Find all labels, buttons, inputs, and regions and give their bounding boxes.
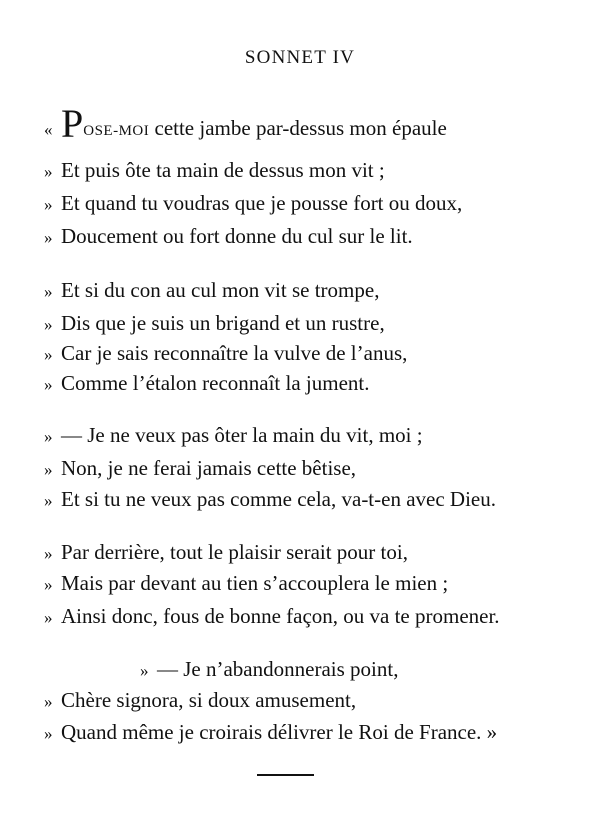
verse-text: Quand même je croirais délivrer le Roi de France. » xyxy=(61,720,498,744)
verse-text: Chère signora, si doux amusement, xyxy=(61,688,357,712)
verse-line xyxy=(44,373,370,394)
quote-mark: » xyxy=(44,544,53,563)
quote-mark: » xyxy=(44,345,53,364)
verse-line xyxy=(44,226,413,247)
verse-line xyxy=(44,280,379,301)
verse-text: Dis que je suis un brigand et un rustre, xyxy=(61,311,385,335)
quote-mark: » xyxy=(44,427,53,446)
verse-text: cette jambe par-dessus mon épaule xyxy=(149,116,447,140)
verse-line xyxy=(44,690,356,711)
verse-line xyxy=(44,458,356,479)
verse-line xyxy=(44,606,500,627)
quote-mark: » xyxy=(44,228,53,247)
page-title: SONNET IV xyxy=(244,47,356,68)
verse-text: Et quand tu voudras que je pousse fort ou doux, xyxy=(61,191,463,215)
verse-text: Et puis ôte ta main de dessus mon vit ; xyxy=(61,158,385,182)
drop-capital: P xyxy=(61,101,84,146)
quote-mark: « xyxy=(44,120,53,139)
quote-mark: » xyxy=(140,661,149,680)
verse-text: Par derrière, tout le plaisir serait pour toi, xyxy=(61,540,408,564)
verse-text: Comme l’étalon reconnaît la jument. xyxy=(61,371,370,395)
verse-line xyxy=(44,193,462,214)
verse-text: — Je ne veux pas ôter la main du vit, moi ; xyxy=(61,423,423,447)
small-caps-text: OSE-MOI xyxy=(83,123,150,139)
verse-line xyxy=(44,343,407,364)
verse-text: Ainsi donc, fous de bonne façon, ou va te promener. xyxy=(61,604,500,628)
end-rule-divider xyxy=(257,774,314,776)
quote-mark: » xyxy=(44,282,53,301)
verse-text: Car je sais reconnaître la vulve de l’anus, xyxy=(61,341,408,365)
verse-line xyxy=(44,160,385,181)
quote-mark: » xyxy=(44,162,53,181)
quote-mark: » xyxy=(44,575,53,594)
quote-mark: » xyxy=(44,460,53,479)
verse-line xyxy=(140,659,398,680)
verse-text: Mais par devant au tien s’accouplera le mien ; xyxy=(61,571,449,595)
verse-line xyxy=(44,489,496,510)
quote-mark: » xyxy=(44,315,53,334)
verse-text: Doucement ou fort donne du cul sur le lit. xyxy=(61,224,413,248)
quote-mark: » xyxy=(44,375,53,394)
quote-mark: » xyxy=(44,195,53,214)
verse-text: Non, je ne ferai jamais cette bêtise, xyxy=(61,456,357,480)
quote-mark: » xyxy=(44,724,53,743)
quote-mark: » xyxy=(44,692,53,711)
verse-text: — Je n’abandonnerais point, xyxy=(157,657,399,681)
verse-line xyxy=(44,573,448,594)
quote-mark: » xyxy=(44,608,53,627)
quote-mark: » xyxy=(44,491,53,510)
verse-line xyxy=(44,313,385,334)
verse-line xyxy=(44,722,497,743)
verse-line xyxy=(44,425,423,446)
verse-line xyxy=(44,101,447,146)
verse-text: Et si tu ne veux pas comme cela, va-t-en avec Dieu. xyxy=(61,487,496,511)
verse-line xyxy=(44,542,408,563)
verse-text: Et si du con au cul mon vit se trompe, xyxy=(61,278,380,302)
